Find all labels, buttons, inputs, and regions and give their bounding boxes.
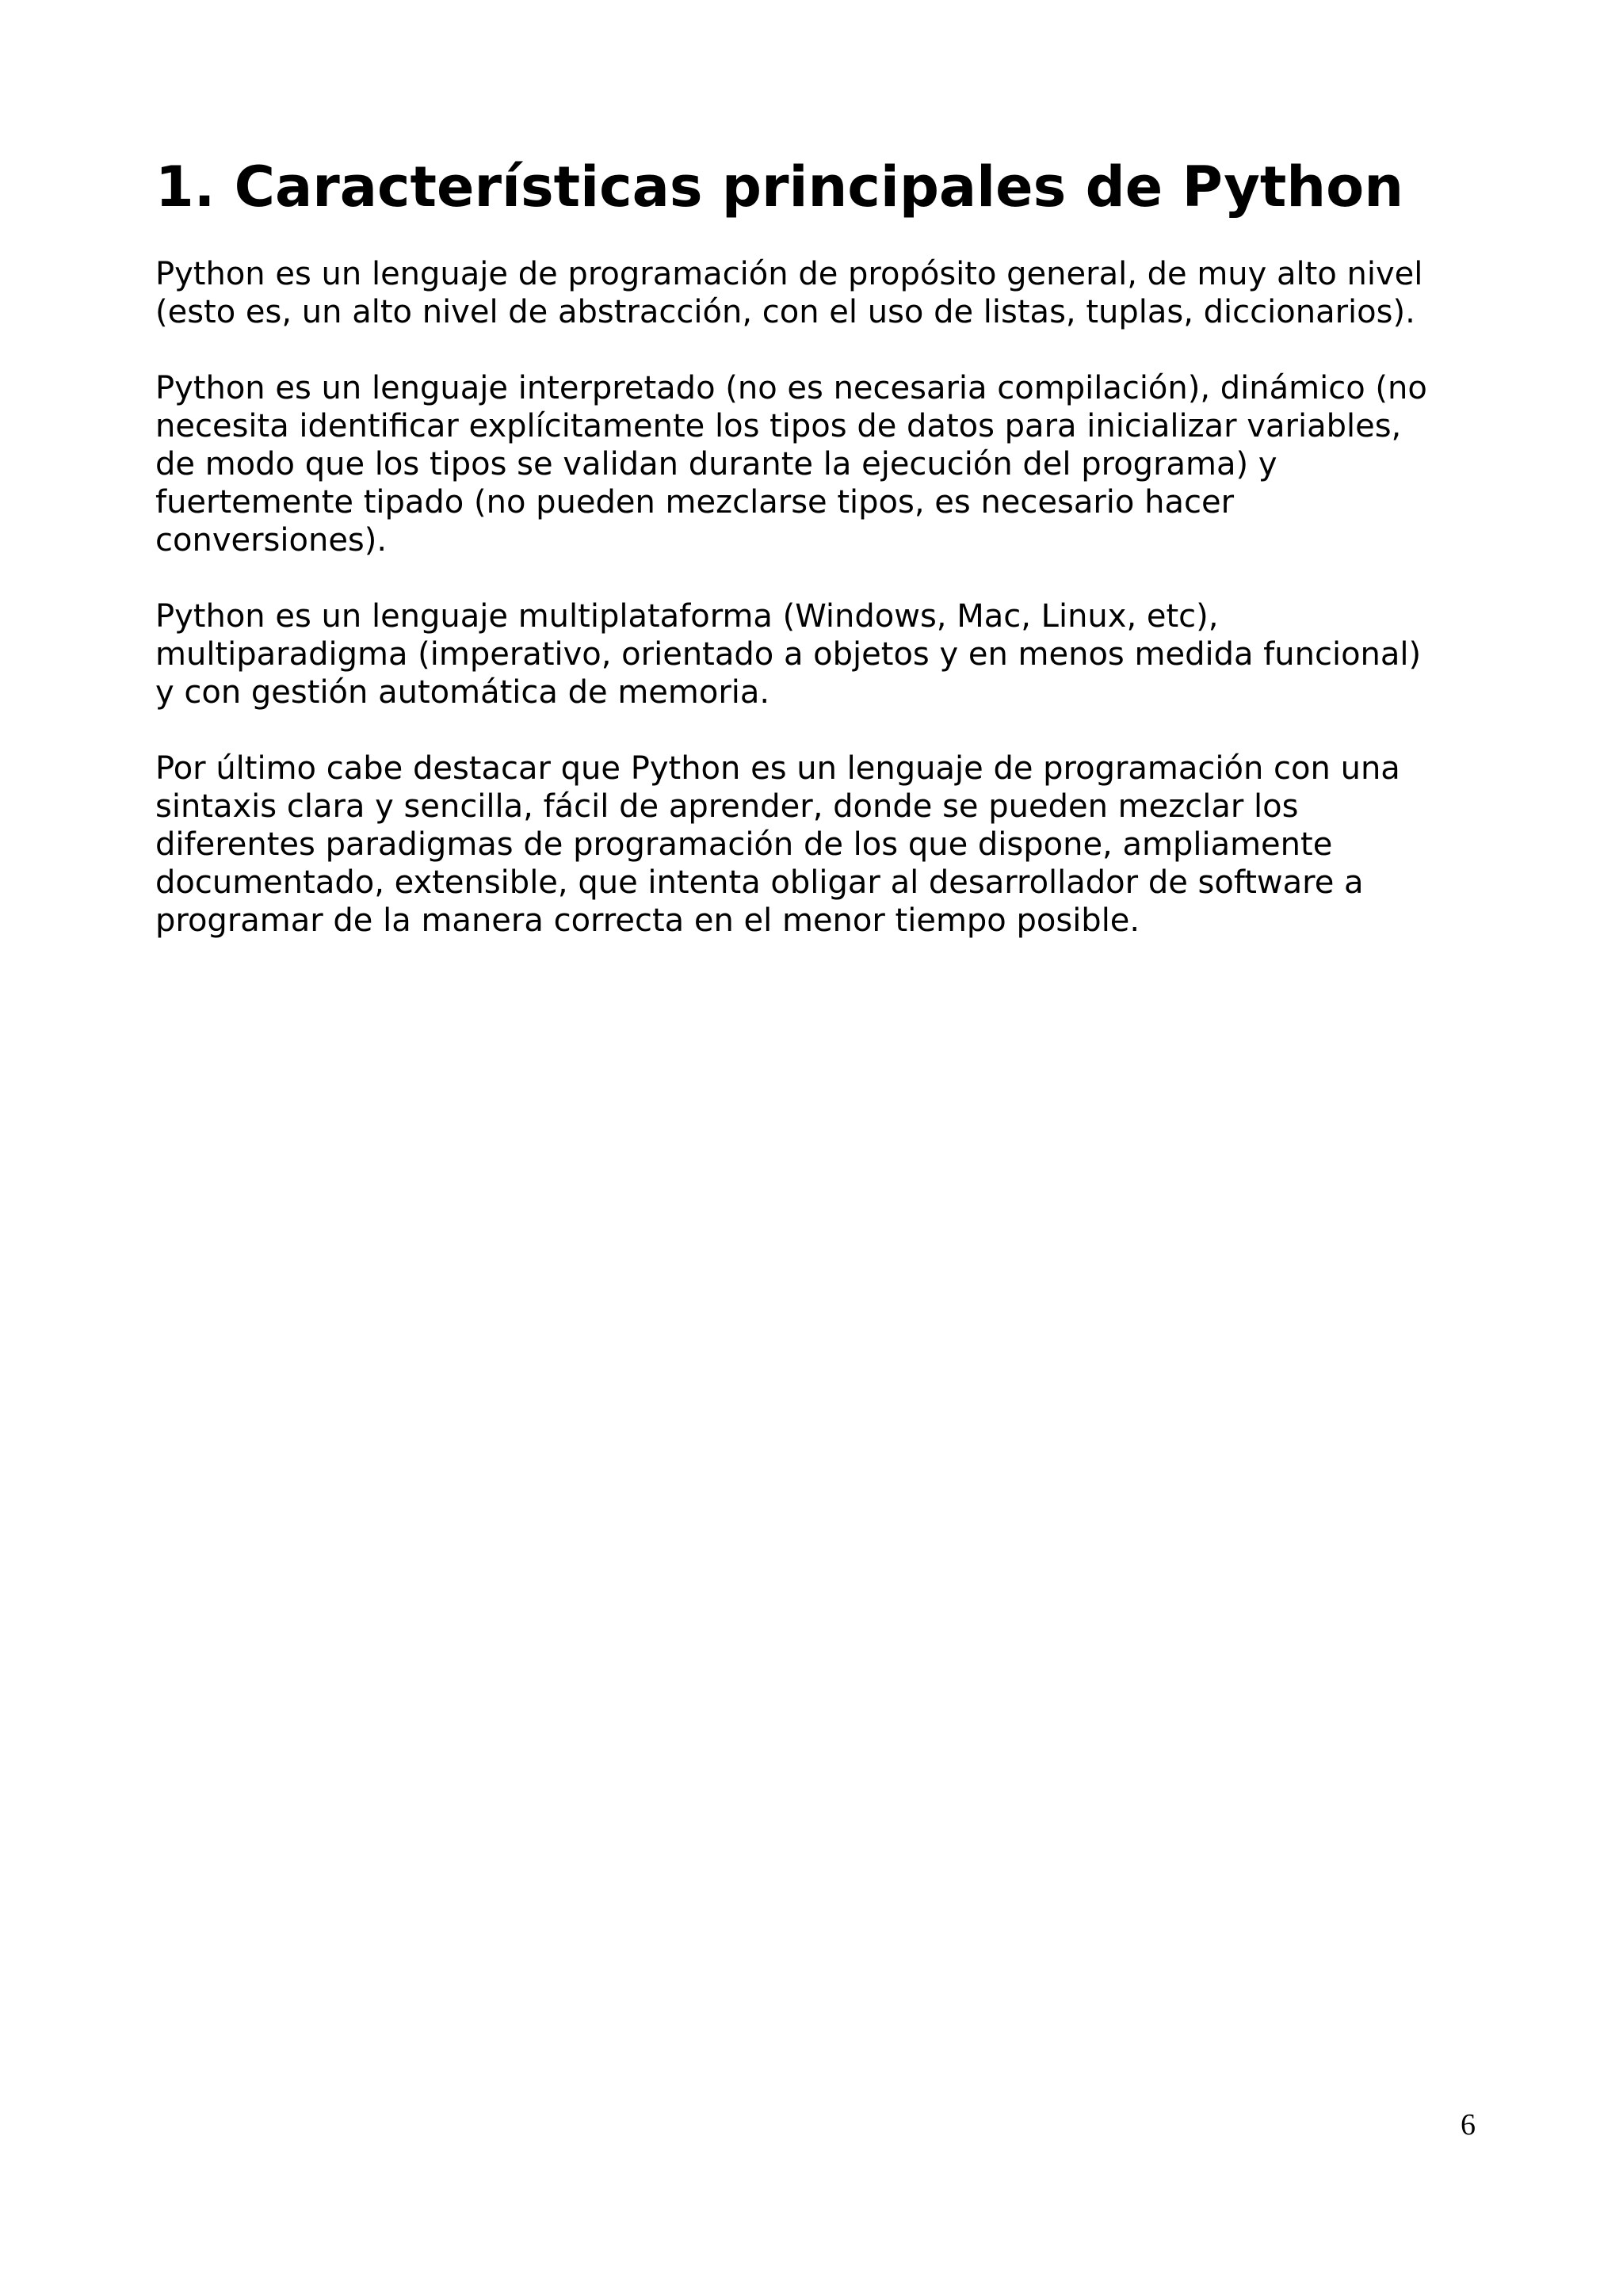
paragraph-line: programar de la manera correcta en el menor tiempo posible. [155, 902, 1140, 939]
section-heading: 1. Características principales de Python [155, 154, 1404, 219]
paragraph-line: Python es un lenguaje interpretado (no es necesaria compilación), dinámico (no [155, 370, 1427, 406]
paragraph-line: Por último cabe destacar que Python es un lenguaje de programación con una [155, 750, 1400, 787]
paragraph-line: Python es un lenguaje de programación de propósito general, de muy alto nivel [155, 256, 1423, 292]
paragraph-line: fuertemente tipado (no pueden mezclarse tipos, es necesario hacer [155, 484, 1235, 521]
paragraph-4 [155, 749, 1495, 940]
paragraph-line: multiparadigma (imperativo, orientado a objetos y en menos medida funcional) [155, 636, 1422, 673]
paragraph-line: sintaxis clara y sencilla, fácil de aprender, donde se pueden mezclar los [155, 788, 1299, 825]
page-content [155, 149, 1495, 978]
paragraph-3 [155, 597, 1495, 711]
paragraph-line: conversiones). [155, 522, 388, 559]
paragraph-line: (esto es, un alto nivel de abstracción, con el uso de listas, tuplas, diccionarios). [155, 294, 1415, 330]
paragraph-2 [155, 369, 1495, 559]
paragraph-line: y con gestión automática de memoria. [155, 674, 770, 711]
page-number: 6 [1461, 2108, 1476, 2142]
paragraph-1 [155, 255, 1495, 331]
paragraph-line: necesita identificar explícitamente los tipos de datos para inicializar variables, [155, 408, 1402, 444]
paragraph-line: documentado, extensible, que intenta obligar al desarrollador de software a [155, 864, 1364, 901]
paragraph-line: de modo que los tipos se validan durante la ejecución del programa) y [155, 446, 1277, 482]
paragraph-line: diferentes paradigmas de programación de los que dispone, ampliamente [155, 826, 1333, 863]
paragraph-line: Python es un lenguaje multiplataforma (Windows, Mac, Linux, etc), [155, 598, 1219, 635]
